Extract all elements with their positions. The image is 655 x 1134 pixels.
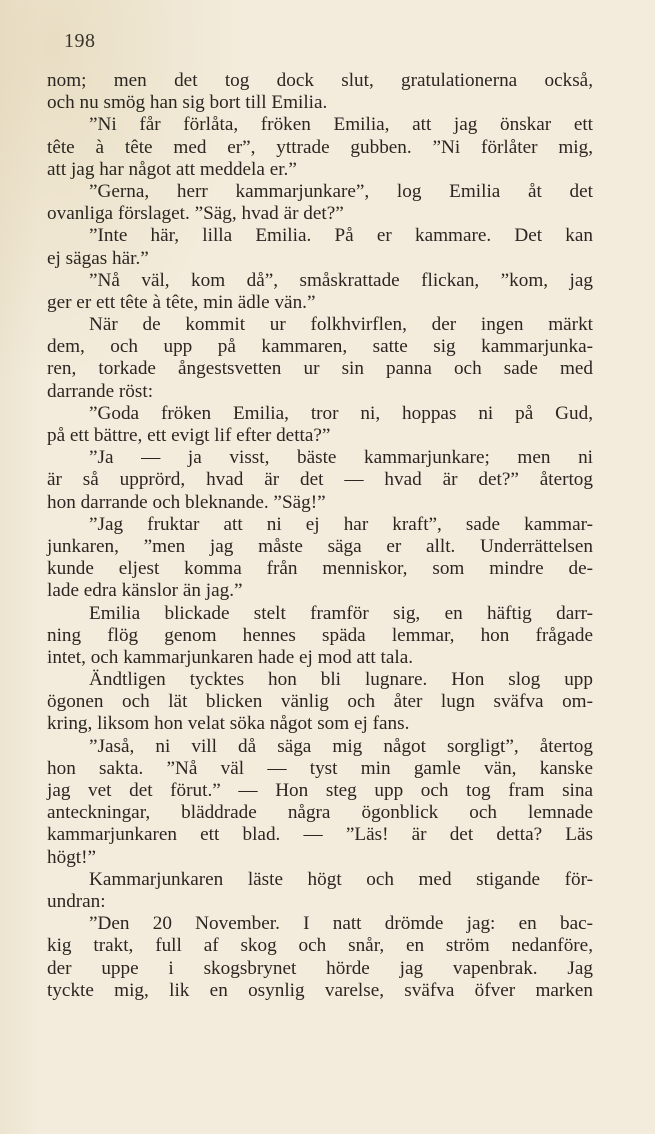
- text-line: junkaren, ”men jag måste säga er allt. Underrättelsen: [47, 535, 593, 557]
- text-line: ej sägas här.”: [47, 247, 149, 269]
- text-line: Emilia blickade stelt framför sig, en häftig darr-: [89, 602, 593, 624]
- text-line: Ändtligen tycktes hon bli lugnare. Hon slog upp: [89, 669, 593, 691]
- text-line: kig trakt, full af skog och snår, en ström nedanföre,: [47, 935, 593, 957]
- text-line: ger er ett tête à tête, min ädle vän.”: [47, 291, 316, 313]
- text-line: dem, och upp på kammaren, satte sig kammarjunka-: [47, 336, 593, 358]
- text-line: ”Inte här, lilla Emilia. På er kammare. Det kan: [89, 225, 593, 247]
- text-line: darrande röst:: [47, 380, 154, 402]
- text-line: kring, liksom hon velat söka något som ej fans.: [47, 713, 410, 735]
- text-line: på ett bättre, ett evigt lif efter detta?”: [47, 425, 331, 446]
- text-line: anteckningar, bläddrade några ögonblick och lemnade: [47, 802, 593, 824]
- text-line: tyckte mig, lik en osynlig varelse, sväfva öfver marken: [47, 979, 593, 1001]
- text-line: der uppe i skogsbrynet hörde jag vapenbrak. Jag: [47, 957, 593, 979]
- text-line: När de kommit ur folkhvirflen, der ingen märkt: [89, 314, 593, 336]
- text-line: ”Nå väl, kom då”, småskrattade flickan, ”kom, jag: [89, 269, 593, 291]
- text-line: jag vet det förut.” — Hon steg upp och tog fram sina: [47, 780, 593, 801]
- text-line: ”Den 20 November. I natt drömde jag: en bac-: [89, 913, 593, 935]
- text-line: högt!”: [47, 846, 97, 868]
- text-line: ”Ni får förlåta, fröken Emilia, att jag önskar ett: [89, 114, 593, 136]
- text-line: ”Ja — ja visst, bäste kammarjunkare; men ni: [89, 447, 593, 469]
- text-line: tête à tête med er”, yttrade gubben. ”Ni förlåter mig,: [47, 136, 593, 158]
- text-line: ovanliga förslaget. ”Säg, hvad är det?”: [47, 203, 344, 225]
- text-line: att jag har något att meddela er.”: [47, 158, 297, 180]
- text-line: Kammarjunkaren läste högt och med stigande för-: [89, 868, 593, 890]
- text-line: ögonen och lät blicken vänlig och åter lugn sväfva om-: [47, 691, 593, 713]
- text-line: nom; men det tog dock slut, gratulationerna också,: [47, 70, 593, 91]
- text-line: ”Jag fruktar att ni ej har kraft”, sade kammar-: [89, 513, 593, 535]
- text-line: ”Goda fröken Emilia, tror ni, hoppas ni på Gud,: [89, 402, 593, 424]
- text-line: ren, torkade ångestsvetten ur sin panna och sade med: [47, 358, 593, 380]
- text-line: och nu smög han sig bort till Emilia.: [47, 92, 328, 114]
- text-line: ”Gerna, herr kammarjunkare”, log Emilia åt det: [89, 180, 593, 202]
- text-line: ning flög genom hennes späda lemmar, hon frågade: [47, 624, 593, 646]
- text-line: kammarjunkaren ett blad. — ”Läs! är det detta? Läs: [47, 824, 593, 846]
- text-line: ”Jaså, ni vill då säga mig något sorgligt”, återtog: [89, 735, 593, 757]
- page-number: 198: [64, 30, 96, 52]
- text-line: undran:: [47, 890, 106, 912]
- text-line: hon darrande och bleknande. ”Säg!”: [47, 491, 326, 513]
- text-line: intet, och kammarjunkaren hade ej mod att tala.: [47, 646, 414, 668]
- body-text: [47, 70, 593, 1002]
- text-line: hon sakta. ”Nå väl — tyst min gamle vän, kanske: [47, 757, 593, 779]
- text-line: kunde eljest komma från menniskor, som mindre de-: [47, 558, 593, 580]
- text-line: lade edra känslor än jag.”: [47, 580, 243, 602]
- text-line: är så upprörd, hvad är det — hvad är det?” återtog: [47, 469, 593, 491]
